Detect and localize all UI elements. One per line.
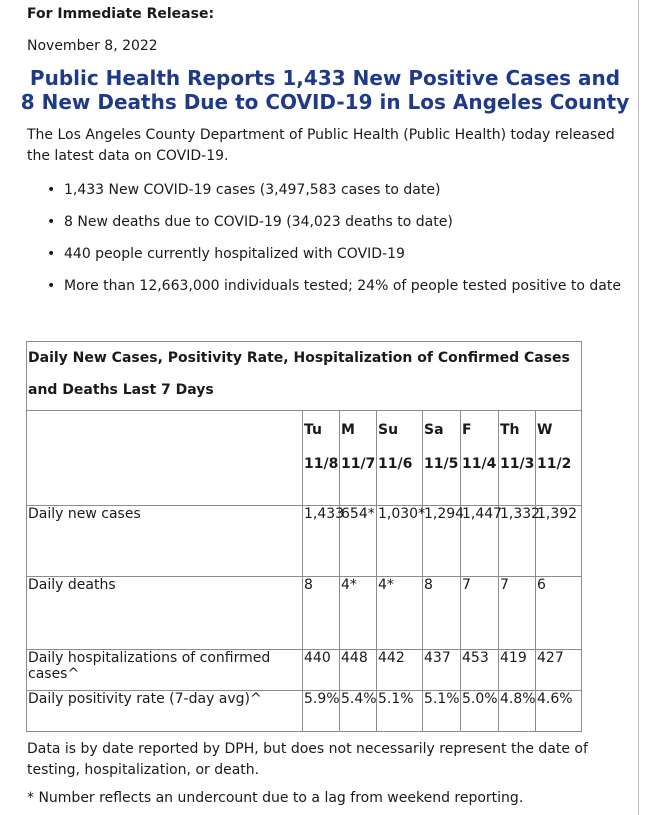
table-cell: 440 — [303, 650, 340, 691]
row-label: Daily new cases — [27, 506, 303, 577]
table-cell: 1,392 — [536, 506, 582, 577]
header-blank-cell — [27, 411, 303, 506]
release-date: November 8, 2022 — [27, 38, 158, 54]
table-row-deaths — [27, 577, 582, 650]
table-cell: 453 — [461, 650, 499, 691]
summary-item-deaths: • 8 New deaths due to COVID-19 (34,023 deaths to date) — [64, 212, 621, 244]
release-label: For Immediate Release: — [27, 6, 215, 22]
row-label: Daily deaths — [27, 577, 303, 650]
header-date: 11/4 — [462, 456, 497, 472]
seven-day-table — [26, 341, 582, 732]
table-cell: 448 — [340, 650, 377, 691]
header-date: 11/5 — [424, 456, 459, 472]
summary-item-tested: • More than 12,663,000 individuals tested; 24% of people tested positive to date — [64, 276, 621, 308]
header-date: 11/3 — [500, 456, 535, 472]
table-cell: 6 — [536, 577, 582, 650]
header-dow: Sa — [424, 422, 444, 438]
table-cell: 5.0% — [461, 691, 499, 732]
header-dow: W — [537, 422, 553, 438]
table-cell: 5.1% — [377, 691, 423, 732]
table-cell: 1,294 — [423, 506, 461, 577]
header-dow: Tu — [304, 422, 322, 438]
table-cell: 4.6% — [536, 691, 582, 732]
data-footnote: Data is by date reported by DPH, but does not necessarily represent the date of testing, hospitalization, or death. — [27, 741, 588, 778]
table-cell: 1,433 — [303, 506, 340, 577]
table-cell: 1,030* — [377, 506, 423, 577]
header-day — [536, 411, 582, 506]
summary-list — [64, 180, 621, 308]
table-caption-row — [27, 342, 582, 411]
table-cell: 5.1% — [423, 691, 461, 732]
table-header-row — [27, 411, 582, 506]
table-cell: 8 — [303, 577, 340, 650]
header-date: 11/7 — [341, 456, 376, 472]
summary-item-hospitalized: • 440 people currently hospitalized with COVID-19 — [64, 244, 621, 276]
table-row-cases — [27, 506, 582, 577]
table-cell: 442 — [377, 650, 423, 691]
table-cell: 5.9% — [303, 691, 340, 732]
header-date: 11/6 — [378, 456, 413, 472]
table-cell: 1,447 — [461, 506, 499, 577]
table-cell: 427 — [536, 650, 582, 691]
table-cell: 4* — [377, 577, 423, 650]
table-cell: 419 — [499, 650, 536, 691]
header-date: 11/2 — [537, 456, 572, 472]
row-label: Daily positivity rate (7-day avg)^ — [27, 691, 303, 732]
table-row-positivity — [27, 691, 582, 732]
table-cell: 654* — [340, 506, 377, 577]
header-dow: M — [341, 422, 355, 438]
table-cell: 7 — [499, 577, 536, 650]
table-cell: 1,332 — [499, 506, 536, 577]
table-cell: 437 — [423, 650, 461, 691]
undercount-footnote: * Number reflects an undercount due to a lag from weekend reporting. — [27, 790, 524, 806]
row-label: Daily hospitalizations of confirmed cases^ — [27, 650, 303, 691]
summary-item-cases: • 1,433 New COVID-19 cases (3,497,583 cases to date) — [64, 180, 621, 212]
header-day — [499, 411, 536, 506]
intro-paragraph: The Los Angeles County Department of Public Health (Public Health) today released the latest data on COVID-19. — [27, 127, 615, 164]
table-caption: Daily New Cases, Positivity Rate, Hospitalization of Confirmed Cases and Deaths Last 7 Days — [27, 342, 582, 411]
header-dow: Th — [500, 422, 520, 438]
header-date: 11/8 — [304, 456, 339, 472]
table-row-hospitalizations — [27, 650, 582, 691]
table-cell: 8 — [423, 577, 461, 650]
header-day — [377, 411, 423, 506]
header-day — [461, 411, 499, 506]
header-dow: Su — [378, 422, 399, 438]
table-cell: 4* — [340, 577, 377, 650]
table-cell: 4.8% — [499, 691, 536, 732]
table-cell: 5.4% — [340, 691, 377, 732]
header-dow: F — [462, 422, 472, 438]
header-day — [340, 411, 377, 506]
header-day — [303, 411, 340, 506]
table-cell: 7 — [461, 577, 499, 650]
header-day — [423, 411, 461, 506]
headline: Public Health Reports 1,433 New Positive Cases and 8 New Deaths Due to COVID-19 in Los Angeles County — [20, 66, 630, 114]
